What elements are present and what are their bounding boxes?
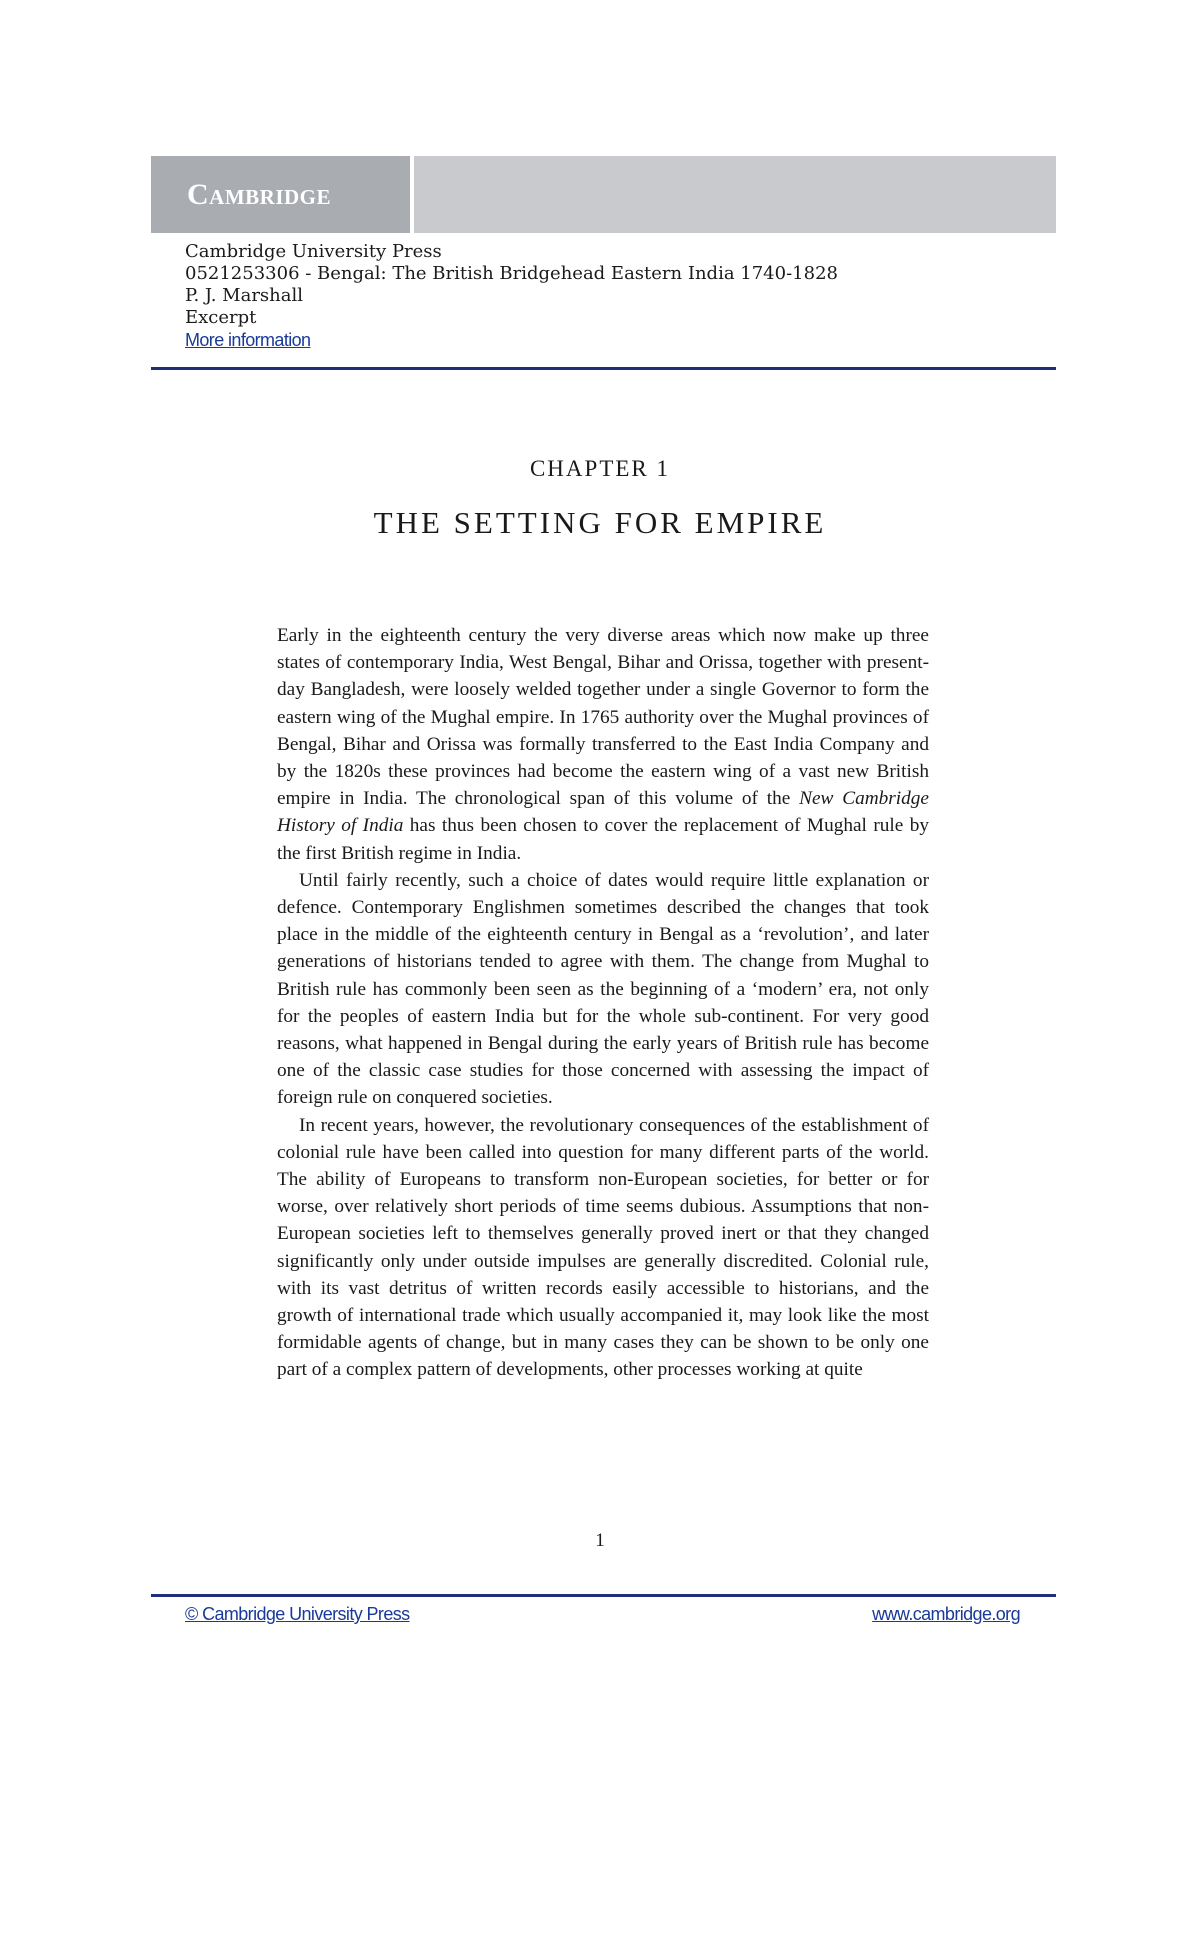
banner-fill [414, 156, 1056, 233]
excerpt-label: Excerpt [185, 307, 257, 328]
chapter-label: CHAPTER 1 [529, 456, 671, 481]
publisher-name: Cambridge University Press [185, 241, 442, 262]
book-isbn-title: 0521253306 - Bengal: The British Bridgehead Eastern India 1740-1828 [185, 263, 838, 284]
cambridge-logo-text: Cambridge [187, 177, 332, 211]
paragraph-2: Until fairly recently, such a choice of dates would require little explanation or defence. Contemporary Englishmen sometimes described the changes that took place in the middle of the eighteenth century in Bengal as a ‘revolution’, and later generations of historians tended to agree with them. The change from Mughal to British rule has commonly been seen as the beginning of a ‘modern’ era, not only for the peoples of eastern India but for the whole sub-continent. For very good reasons, what happened in Bengal during the early years of British rule has become one of the classic case studies for those concerned with assessing the impact of foreign rule on conquered societies. [277, 869, 929, 1109]
header-rule [151, 367, 1056, 370]
page-number: 1 [595, 1530, 605, 1551]
book-metadata [185, 241, 838, 352]
cambridge-banner [151, 156, 1056, 233]
chapter-title: THE SETTING FOR EMPIRE [373, 505, 827, 540]
footer-rule [151, 1594, 1056, 1597]
paragraph-3: In recent years, however, the revolutionary consequences of the establishment of colonial rule have been called into question for many different parts of the world. The ability of Europeans to transform non-European societies, for better or for worse, over relatively short periods of time seems dubious. Assumptions that non-European societies left to themselves generally proved inert or that they changed significantly only under outside impulses are generally discredited. Colonial rule, with its vast detritus of written records easily accessible to historians, and the growth of international trade which usually accompanied it, may look like the most formidable agents of change, but in many cases they can be shown to be only one part of a complex pattern of developments, other processes working at quite [277, 1114, 929, 1381]
website-link[interactable]: www.cambridge.org [872, 1604, 1020, 1624]
cambridge-logo [151, 156, 410, 233]
more-information-link[interactable]: More information [185, 330, 311, 350]
book-author: P. J. Marshall [185, 285, 304, 306]
book-series-title: New Cambridge History of India [277, 788, 929, 837]
paragraph-1: Early in the eighteenth century the very diverse areas which now make up three states of contemporary India, West Bengal, Bihar and Orissa, together with present-day Bangladesh, were loosely welded together under a single Governor to form the eastern wing of the Mughal empire. In 1765 authority over the Mughal provinces of Bengal, Bihar and Orissa was formally transferred to the East India Company and by the 1820s these provinces had become the eastern wing of a vast new British empire in India. The chronological span of this volume of the New Cambridge History of India has thus been chosen to cover the replacement of Mughal rule by the first British regime in India. [277, 625, 929, 864]
chapter-body [277, 622, 929, 1384]
copyright-link[interactable]: © Cambridge University Press [185, 1604, 410, 1624]
